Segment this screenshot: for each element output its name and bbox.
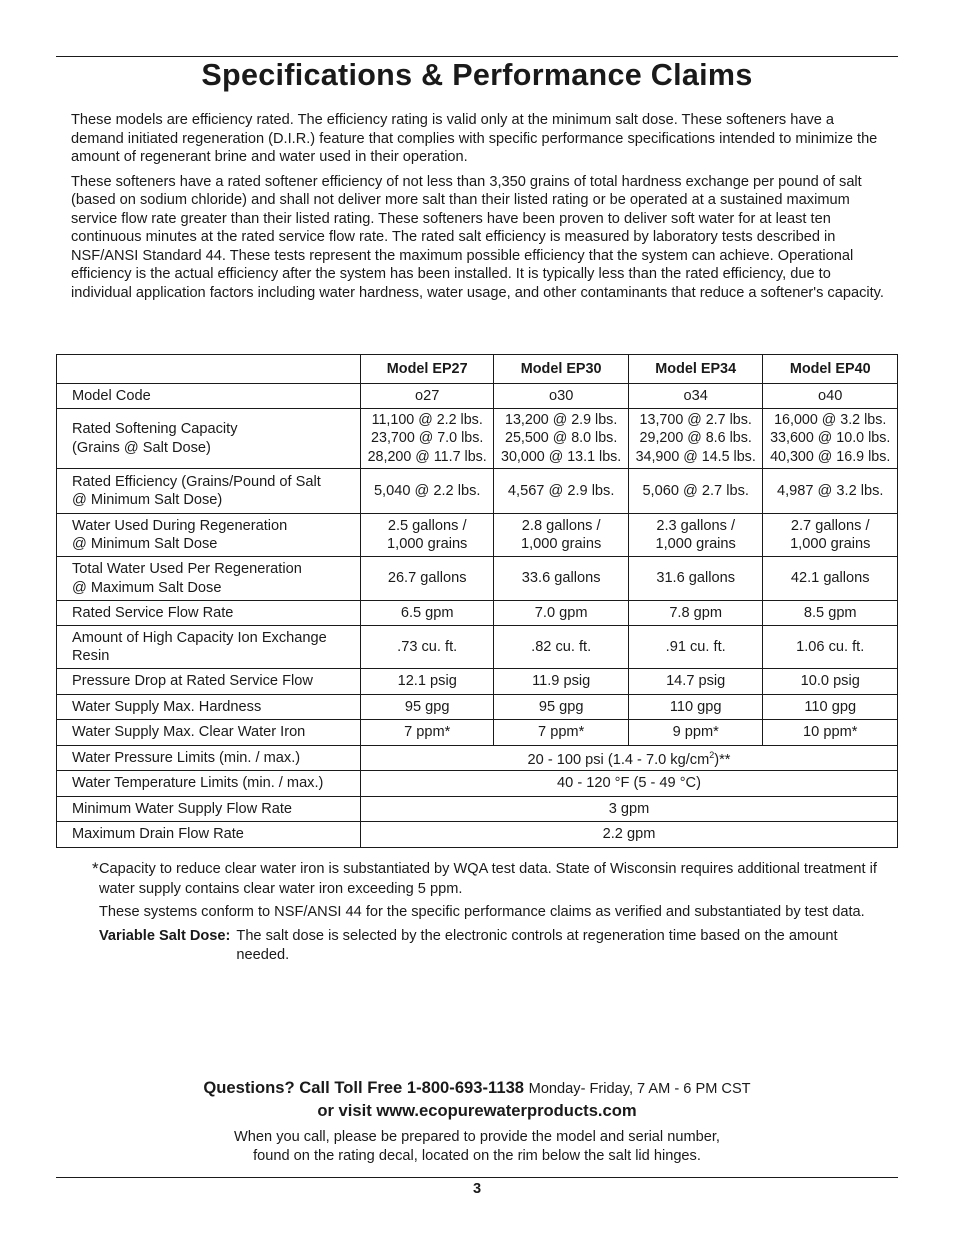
header-empty-cell [57, 355, 361, 384]
value-cell: 95 gpg [494, 695, 629, 720]
contact-section [0, 1077, 954, 1166]
call-prep-line-2: found on the rating decal, located on the rim below the salt lid hinges. [253, 1148, 701, 1164]
table-row-min-flow [57, 797, 898, 822]
table-row [57, 469, 898, 514]
header-model-ep30: Model EP30 [494, 355, 629, 384]
value-cell: .73 cu. ft. [361, 626, 494, 669]
table-row [57, 720, 898, 746]
value-cell: 2.7 gallons / 1,000 grains [763, 514, 898, 557]
table-row [57, 669, 898, 695]
header-model-ep34: Model EP34 [628, 355, 763, 384]
top-rule [56, 56, 898, 57]
intro-paragraph-1: These models are efficiency rated. The efficiency rating is valid only at the minimum salt dose. These softeners have a demand initiated regeneration (D.I.R.) feature that complies with specific performance specifications intended to minimize the amount of regenerant brine and water used in their operation. [71, 112, 878, 165]
value-cell: 5,060 @ 2.7 lbs. [628, 469, 763, 514]
value-cell: 11.9 psig [494, 669, 629, 695]
value-cell: 95 gpg [361, 695, 494, 720]
value-cell: 7 ppm* [494, 720, 629, 746]
table-row [57, 601, 898, 626]
value-cell: 2.5 gallons / 1,000 grains [361, 514, 494, 557]
table-row [57, 384, 898, 409]
website-line: or visit www.ecopurewaterproducts.com [317, 1101, 637, 1120]
value-cell: 31.6 gallons [628, 557, 763, 601]
value-cell: 42.1 gallons [763, 557, 898, 601]
header-model-ep27: Model EP27 [361, 355, 494, 384]
pressure-value: 20 - 100 psi (1.4 - 7.0 $kg/cm^2)**$ [361, 746, 898, 771]
value-cell: 2.3 gallons / 1,000 grains [628, 514, 763, 557]
value-cell: 110 gpg [628, 695, 763, 720]
value-cell: 7 ppm* [361, 720, 494, 746]
support-hours: Monday- Friday, 7 AM - 6 PM CST [528, 1081, 751, 1097]
value-cell: o27 [361, 384, 494, 409]
footnote-asterisk: * [92, 859, 99, 878]
row-label: Rated Efficiency (Grains/Pound of Salt @ Minimum Salt Dose) [57, 469, 361, 514]
specifications-table [56, 354, 898, 848]
table-header-row [57, 355, 898, 384]
value-cell: 2.8 gallons / 1,000 grains [494, 514, 629, 557]
value-cell: 4,987 @ 3.2 lbs. [763, 469, 898, 514]
iron-footnote: Capacity to reduce clear water iron is substantiated by WQA test data. State of Wisconsin requires additional treatment if water supply contains clear water iron exceeding 5 ppm. [99, 861, 877, 897]
value-cell: 16,000 @ 3.2 lbs. 33,600 @ 10.0 lbs. 40,300 @ 16.9 lbs. [763, 409, 898, 469]
value-cell: 13,200 @ 2.9 lbs. 25,500 @ 8.0 lbs. 30,000 @ 13.1 lbs. [494, 409, 629, 469]
row-label: Rated Service Flow Rate [57, 601, 361, 626]
value-cell: 110 gpg [763, 695, 898, 720]
value-cell: 11,100 @ 2.2 lbs. 23,700 @ 7.0 lbs. 28,200 @ 11.7 lbs. [361, 409, 494, 469]
value-cell: 7.8 gpm [628, 601, 763, 626]
row-label: Maximum Drain Flow Rate [57, 822, 361, 848]
row-label: Rated Softening Capacity (Grains @ Salt Dose) [57, 409, 361, 469]
salt-dose-label: Variable Salt Dose: [99, 927, 231, 944]
table-row-drain-flow [57, 822, 898, 848]
value-cell: 14.7 psig [628, 669, 763, 695]
table-row [57, 695, 898, 720]
footnotes [92, 859, 879, 966]
call-line [0, 1077, 954, 1100]
value-cell: 4,567 @ 2.9 lbs. [494, 469, 629, 514]
table-row-temperature [57, 771, 898, 797]
row-label: Water Used During Regeneration @ Minimum Salt Dose [57, 514, 361, 557]
value-cell: 9 ppm* [628, 720, 763, 746]
row-label: Amount of High Capacity Ion Exchange Resin [57, 626, 361, 669]
value-cell: 5,040 @ 2.2 lbs. [361, 469, 494, 514]
value-cell: 12.1 psig [361, 669, 494, 695]
row-label: Total Water Used Per Regeneration @ Maximum Salt Dose [57, 557, 361, 601]
page-number: 3 [472, 1181, 482, 1197]
intro-section [71, 111, 889, 308]
page-title: Specifications & Performance Claims [201, 58, 753, 92]
value-cell: 10.0 psig [763, 669, 898, 695]
bottom-rule [56, 1177, 898, 1178]
row-label: Water Supply Max. Hardness [57, 695, 361, 720]
temperature-value: 40 - 120 °F (5 - 49 °C) [361, 771, 898, 797]
conformance-note: These systems conform to NSF/ANSI 44 for the specific performance claims as verified and substantiated by test data. [99, 904, 865, 920]
value-cell: 26.7 gallons [361, 557, 494, 601]
row-label: Pressure Drop at Rated Service Flow [57, 669, 361, 695]
table-row-pressure [57, 746, 898, 771]
value-cell: o30 [494, 384, 629, 409]
min-flow-value: 3 gpm [361, 797, 898, 822]
value-cell: 7.0 gpm [494, 601, 629, 626]
value-cell: 8.5 gpm [763, 601, 898, 626]
intro-paragraph-2: These softeners have a rated softener efficiency of not less than 3,350 grains of total hardness exchange per pound of salt (based on sodium chloride) and shall not deliver more salt than their listed rating or be operated at a sustained maximum service flow rate greater than their listed rating. These softeners have been proven to deliver soft water for at least ten continuous minutes at the rated service flow rate. The rated salt efficiency is measured by laboratory tests described in NSF/ANSI Standard 44. These tests represent the maximum possible efficiency that the system can achieve. Operational efficiency is the actual efficiency after the system has been installed. It is typically less than the rated efficiency, due to individual application factors including water hardness, water usage, and other contaminants that reduce a softener's capacity. [71, 173, 884, 301]
value-cell: o34 [628, 384, 763, 409]
row-label: Water Temperature Limits (min. / max.) [57, 771, 361, 797]
table-row [57, 514, 898, 557]
table-row [57, 557, 898, 601]
salt-dose-text: The salt dose is selected by the electronic controls at regeneration time based on the amount needed. [236, 927, 838, 963]
value-cell: 33.6 gallons [494, 557, 629, 601]
row-label: Minimum Water Supply Flow Rate [57, 797, 361, 822]
row-label: Model Code [57, 384, 361, 409]
row-label: Water Pressure Limits (min. / max.) [57, 746, 361, 771]
value-cell: 10 ppm* [763, 720, 898, 746]
value-cell: .82 cu. ft. [494, 626, 629, 669]
value-cell: o40 [763, 384, 898, 409]
toll-free-number: Questions? Call Toll Free 1-800-693-1138 [203, 1078, 525, 1097]
value-cell: 13,700 @ 2.7 lbs. 29,200 @ 8.6 lbs. 34,900 @ 14.5 lbs. [628, 409, 763, 469]
header-model-ep40: Model EP40 [763, 355, 898, 384]
table-row [57, 626, 898, 669]
drain-flow-value: 2.2 gpm [361, 822, 898, 848]
value-cell: 1.06 cu. ft. [763, 626, 898, 669]
call-prep-line-1: When you call, please be prepared to provide the model and serial number, [234, 1129, 720, 1145]
value-cell: .91 cu. ft. [628, 626, 763, 669]
value-cell: 6.5 gpm [361, 601, 494, 626]
table-row [57, 409, 898, 469]
variable-salt-dose-note [99, 927, 879, 966]
row-label: Water Supply Max. Clear Water Iron [57, 720, 361, 746]
